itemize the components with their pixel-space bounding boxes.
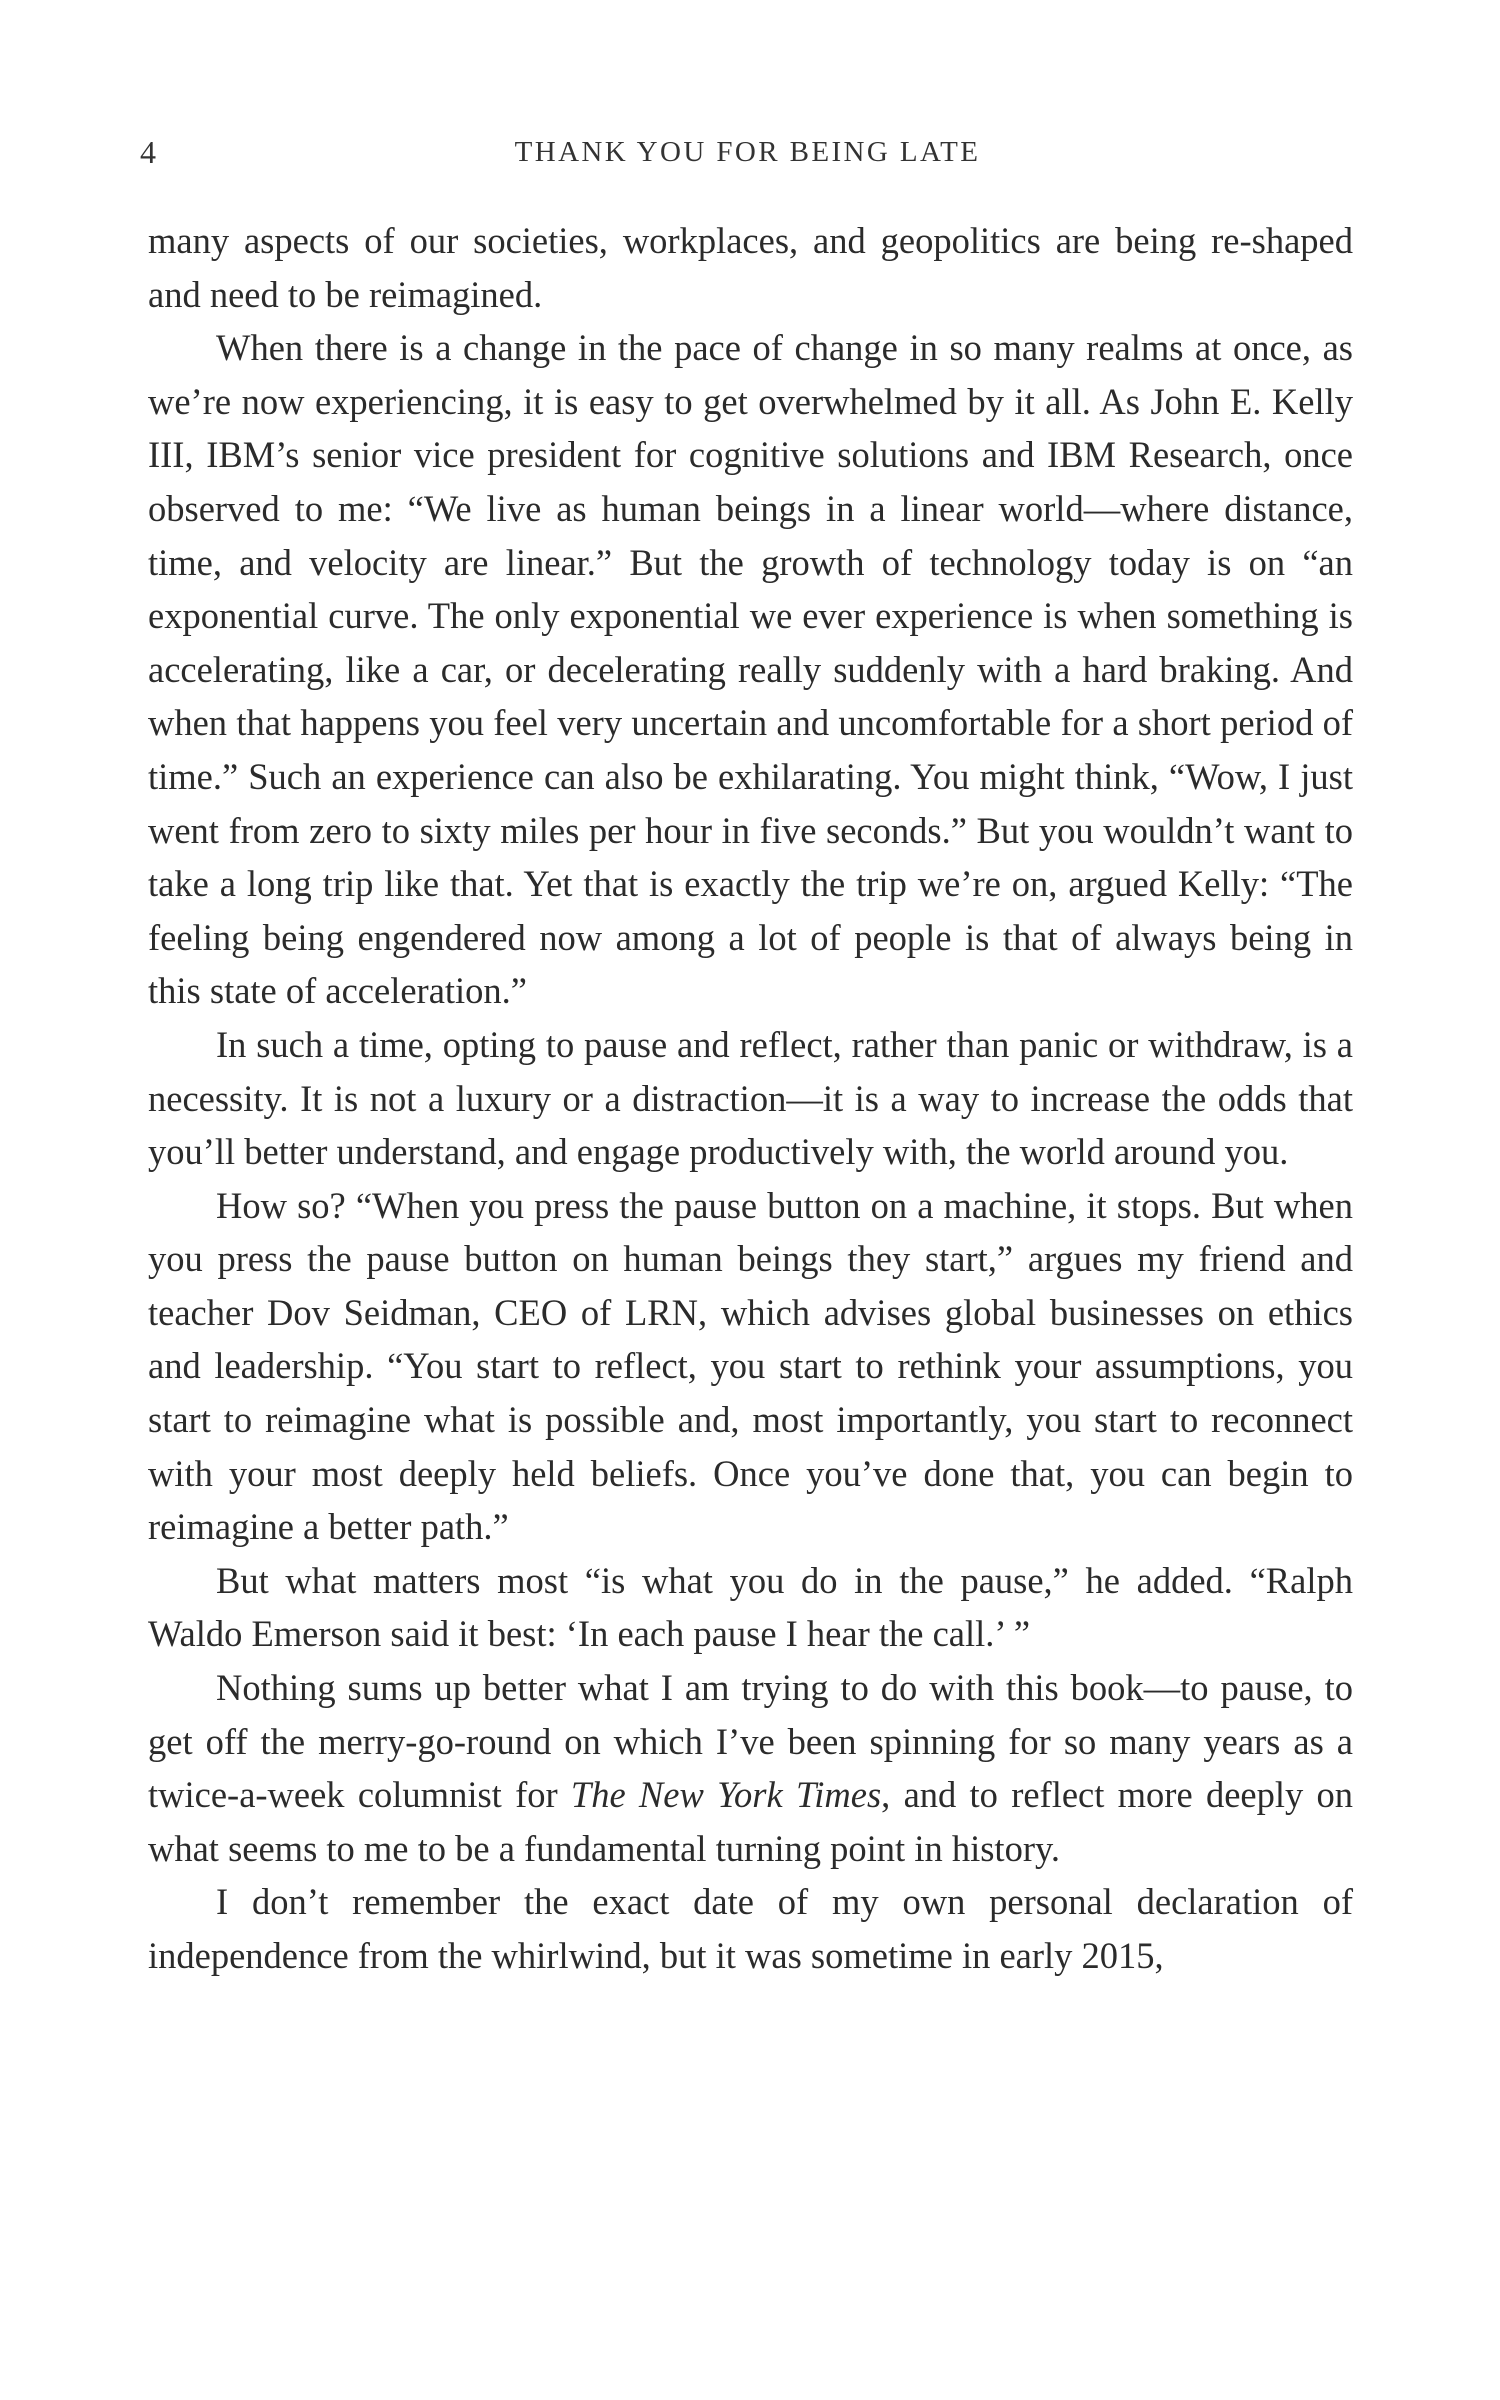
paragraph-6-text-before: Nothing sums up better what I am trying to do with this book—to pause, to get off the merry-go-round on which I’ve been spinning for so many years as a twice-a-week columnist for — [148, 1667, 1353, 1816]
paragraph-7: I don’t remember the exact date of my own personal declaration of independence from the whirlwind, but it was sometime in early 2015, — [148, 1881, 1353, 1976]
paragraph-4: How so? “When you press the pause button on a machine, it stops. But when you press the pause button on human beings they start,” argues my friend and teacher Dov Seidman, CEO of LRN, which advises global businesses on ethics and leadership. “You start to reflect, you start to rethink your assumptions, you start to reimagine what is possible and, most importantly, you start to reconnect with your most deeply held beliefs. Once you’ve done that, you can begin to reimagine a better path.” — [148, 1184, 1353, 1548]
body-text — [148, 214, 1353, 1983]
paragraph-5: But what matters most “is what you do in the pause,” he added. “Ralph Waldo Emerson said it best: ‘In each pause I hear the call.’ ” — [148, 1559, 1353, 1655]
page-number: 4 — [140, 134, 156, 170]
paragraph-6 — [148, 1661, 1353, 1875]
newspaper-title: The New York Times — [570, 1774, 882, 1816]
paragraph-3: In such a time, opting to pause and reflect, rather than panic or withdraw, is a necessity. It is not a luxury or a distraction—it is a way to increase the odds that you’ll better understand, and engage productively with, the world around you. — [148, 1023, 1353, 1173]
paragraph-2: When there is a change in the pace of change in so many realms at once, as we’re now experiencing, it is easy to get overwhelmed by it all. As John E. Kelly III, IBM’s senior vice president for cognitive solutions and IBM Research, once observed to me: “We live as human beings in a linear world—where distance, time, and velocity are linear.” But the growth of technology today is on “an exponential curve. The only exponential we ever experience is when something is accelerating, like a car, or decelerating really suddenly with a hard braking. And when that happens you feel very uncertain and uncomfortable for a short period of time.” Such an experience can also be exhilarating. You might think, “Wow, I just went from zero to sixty miles per hour in five seconds.” But you wouldn’t want to take a long trip like that. Yet that is exactly the trip we’re on, argued Kelly: “The feeling being engendered now among a lot of people is that of always being in this state of acceleration.” — [148, 327, 1353, 1012]
paragraph-6-text-after: , and to reflect more deeply on what seems to me to be a fundamental turning point in history. — [148, 1774, 1354, 1869]
running-head — [140, 132, 1355, 172]
paragraph-1: many aspects of our societies, workplaces, and geopolitics are being re-shaped and need to be reimagined. — [148, 220, 1353, 315]
running-title: THANK YOU FOR BEING LATE — [514, 136, 981, 168]
